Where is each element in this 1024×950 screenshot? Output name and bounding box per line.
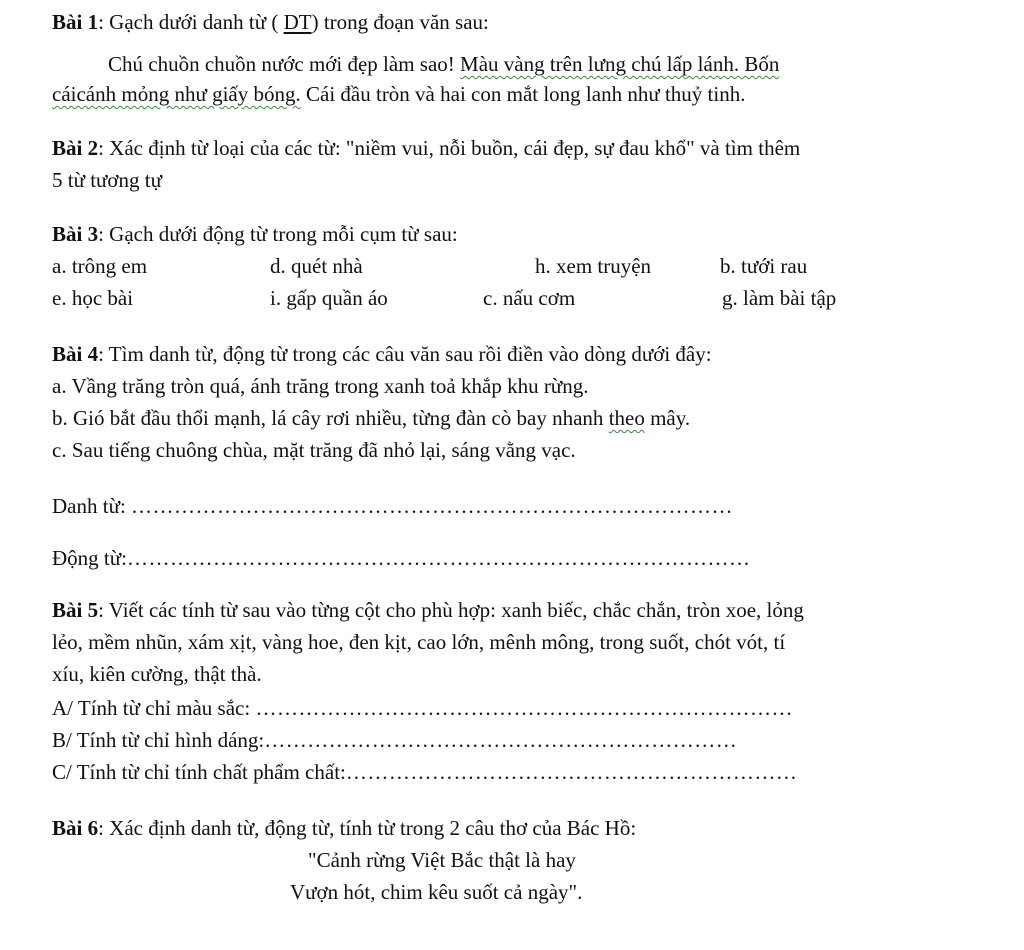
bai4-danh-tu-blank: Danh từ: ………………………………………………………………………… xyxy=(52,494,734,518)
bai3-item: h. xem truyện xyxy=(535,254,652,278)
bai1-heading: Bài 1: Gạch dưới danh từ ( DT) trong đoạn văn sau: xyxy=(52,10,489,34)
bai3-item: d. quét nhà xyxy=(270,254,363,278)
bai3-item: a. trông em xyxy=(52,254,148,278)
bai5-blank-c: C/ Tính từ chỉ tính chất phẩm chất:……………………………………………………… xyxy=(52,760,798,784)
bai3-item: g. làm bài tập xyxy=(722,286,837,310)
bai5-line3: xíu, kiên cường, thật thà. xyxy=(52,662,262,686)
bai5-line1: Bài 5: Viết các tính từ sau vào từng cột cho phù hợp: xanh biếc, chắc chắn, tròn xoe, lỏng xyxy=(52,598,804,622)
bai3-label: Bài 3 xyxy=(52,222,99,246)
bai4-sentence-c: c. Sau tiếng chuông chùa, mặt trăng đã nhỏ lại, sáng vằng vạc. xyxy=(52,438,576,462)
bai6-poem-line2: Vượn hót, chim kêu suốt cả ngày". xyxy=(290,880,583,904)
bai6-poem-line1: "Cảnh rừng Việt Bắc thật là hay xyxy=(308,848,576,872)
bai4-label: Bài 4 xyxy=(52,342,99,366)
bai3-item: b. tưới rau xyxy=(720,254,808,278)
bai4-heading: Bài 4: Tìm danh từ, động từ trong các câu văn sau rồi điền vào dòng dưới đây: xyxy=(52,342,712,366)
bai3-item: i. gấp quần áo xyxy=(270,286,388,310)
bai4-sentence-a: a. Vầng trăng tròn quá, ánh trăng trong xanh toả khắp khu rừng. xyxy=(52,374,589,398)
bai5-line2: lẻo, mềm nhũn, xám xịt, vàng hoe, đen kịt, cao lớn, mênh mông, trong suốt, chót vót, tí xyxy=(52,630,786,654)
bai3-heading: Bài 3: Gạch dưới động từ trong mỗi cụm từ sau: xyxy=(52,222,458,246)
bai2-line1: Bài 2: Xác định từ loại của các từ: "niềm vui, nỗi buồn, cái đẹp, sự đau khổ" và tìm thêm xyxy=(52,136,801,160)
bai1-paragraph-line1: Chú chuồn chuồn nước mới đẹp làm sao! Màu vàng trên lưng chú lấp lánh. Bốn xyxy=(108,52,780,76)
bai5-blank-a: A/ Tính từ chỉ màu sắc: ………………………………………………………………… xyxy=(52,696,793,720)
bai4-sentence-b: b. Gió bắt đầu thổi mạnh, lá cây rơi nhiều, từng đàn cò bay nhanh theo mây. xyxy=(52,406,691,430)
bai6-heading: Bài 6: Xác định danh từ, động từ, tính từ trong 2 câu thơ của Bác Hồ: xyxy=(52,816,637,840)
bai2-line2: 5 từ tương tự xyxy=(52,168,163,192)
bai2-label: Bài 2 xyxy=(52,136,99,160)
bai5-blank-b: B/ Tính từ chỉ hình dáng:………………………………………………………… xyxy=(52,728,738,752)
bai5-label: Bài 5 xyxy=(52,598,99,622)
bai1-paragraph-line2: cáicánh mỏng như giấy bóng. Cái đầu tròn và hai con mắt long lanh như thuỷ tinh. xyxy=(52,82,746,106)
bai3-item: e. học bài xyxy=(52,286,134,310)
bai4-dong-tu-blank: Động từ:…………………………………………………………………………… xyxy=(52,546,751,570)
bai3-item: c. nấu cơm xyxy=(483,286,576,310)
bai1-label: Bài 1 xyxy=(52,10,99,34)
bai6-label: Bài 6 xyxy=(52,816,99,840)
